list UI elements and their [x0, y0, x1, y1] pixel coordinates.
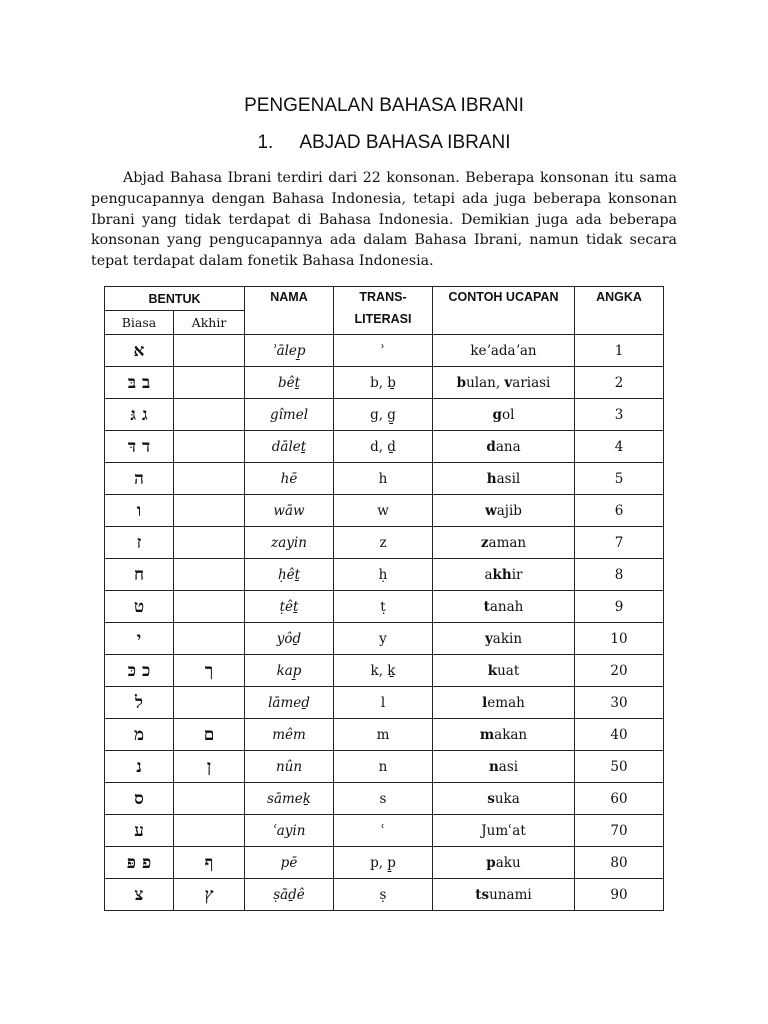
section-number: 1.	[257, 132, 274, 153]
example-pronunciation: nasi	[433, 751, 575, 783]
example-pronunciation: tsunami	[433, 879, 575, 911]
highlighted-sound: h	[486, 470, 497, 487]
highlighted-sound: z	[480, 534, 489, 551]
example-pronunciation: wajib	[433, 495, 575, 527]
letter-name: ṣāḏê	[245, 879, 334, 911]
highlighted-sound: k	[487, 662, 498, 679]
letter-regular: נ	[105, 751, 174, 783]
table-row	[105, 367, 664, 399]
numeric-value: 60	[575, 783, 664, 815]
highlighted-sound: d	[486, 438, 496, 455]
transliteration: d, ḏ	[334, 431, 433, 463]
letter-regular: ה	[105, 463, 174, 495]
letter-final	[174, 783, 245, 815]
example-pronunciation: Jumʿat	[433, 815, 575, 847]
table-row	[105, 527, 664, 559]
transliteration: s	[334, 783, 433, 815]
letter-final: ן	[174, 751, 245, 783]
letter-name: ṭêṯ	[245, 591, 334, 623]
example-pronunciation: suka	[433, 783, 575, 815]
letter-name: yôḏ	[245, 623, 334, 655]
letter-name: dāleṯ	[245, 431, 334, 463]
intro-text: Abjad Bahasa Ibrani terdiri dari 22 konsonan. Beberapa konsonan itu sama pengucapannya dengan Bahasa Indonesia, tetapi ada juga beberapa konsonan Ibrani yang tidak terdapat di Bahasa Indonesia. Demikian juga ada beberapa konsonan yang pengucapannya ada dalam Bahasa Ibrani, namun tidak secara tepat terdapat dalam fonetik Bahasa Indonesia.	[91, 170, 677, 270]
letter-regular: פ פּ	[105, 847, 174, 879]
letter-regular: ו	[105, 495, 174, 527]
highlighted-sound: b	[456, 374, 467, 391]
numeric-value: 50	[575, 751, 664, 783]
numeric-value: 80	[575, 847, 664, 879]
numeric-value: 8	[575, 559, 664, 591]
table-row	[105, 399, 664, 431]
transliteration: ṭ	[334, 591, 433, 623]
intro-paragraph	[91, 168, 677, 272]
letter-final	[174, 495, 245, 527]
highlighted-sound: p	[486, 854, 496, 871]
section-title: ABJAD BAHASA IBRANI	[299, 132, 511, 153]
letter-final: ץ	[174, 879, 245, 911]
letter-name: gîmel	[245, 399, 334, 431]
highlighted-sound: g	[492, 406, 502, 423]
transliteration: ʾ	[334, 335, 433, 367]
numeric-value: 10	[575, 623, 664, 655]
example-pronunciation: zaman	[433, 527, 575, 559]
table-row	[105, 815, 664, 847]
letter-name: bêṯ	[245, 367, 334, 399]
letter-final: ך	[174, 655, 245, 687]
header-akhir: Akhir	[174, 311, 245, 335]
header-angka: ANGKA	[575, 287, 664, 335]
letter-final	[174, 367, 245, 399]
header-biasa: Biasa	[105, 311, 174, 335]
header-transliterasi	[334, 287, 433, 335]
transliteration: g, g̱	[334, 399, 433, 431]
letter-name: zayin	[245, 527, 334, 559]
example-pronunciation: akhir	[433, 559, 575, 591]
letter-final	[174, 623, 245, 655]
example-pronunciation: tanah	[433, 591, 575, 623]
letter-name: pē	[245, 847, 334, 879]
transliteration: p, p̱	[334, 847, 433, 879]
letter-name: ḥêṯ	[245, 559, 334, 591]
letter-regular: ח	[105, 559, 174, 591]
letter-regular: א	[105, 335, 174, 367]
highlighted-sound: ts	[475, 886, 490, 903]
table-row	[105, 463, 664, 495]
highlighted-sound: kh	[492, 566, 512, 583]
example-pronunciation: bulan, variasi	[433, 367, 575, 399]
letter-final	[174, 431, 245, 463]
letter-name: kap̱	[245, 655, 334, 687]
letter-regular: ס	[105, 783, 174, 815]
transliteration: k, ḵ	[334, 655, 433, 687]
table-row	[105, 719, 664, 751]
example-pronunciation: lemah	[433, 687, 575, 719]
numeric-value: 1	[575, 335, 664, 367]
transliteration: b, ḇ	[334, 367, 433, 399]
highlighted-sound: n	[488, 758, 499, 775]
transliteration: z	[334, 527, 433, 559]
letter-final	[174, 559, 245, 591]
transliteration: y	[334, 623, 433, 655]
letter-name: lāmeḏ	[245, 687, 334, 719]
numeric-value: 70	[575, 815, 664, 847]
transliteration: ḥ	[334, 559, 433, 591]
letter-name: sāmeḵ	[245, 783, 334, 815]
letter-regular: ט	[105, 591, 174, 623]
letter-final	[174, 463, 245, 495]
numeric-value: 20	[575, 655, 664, 687]
table-row	[105, 559, 664, 591]
letter-final	[174, 687, 245, 719]
header-trans-line1: TRANS-	[359, 290, 407, 304]
numeric-value: 5	[575, 463, 664, 495]
numeric-value: 6	[575, 495, 664, 527]
letter-name: wāw	[245, 495, 334, 527]
letter-regular: ג גּ	[105, 399, 174, 431]
numeric-value: 9	[575, 591, 664, 623]
letter-name: nûn	[245, 751, 334, 783]
section-heading	[0, 132, 768, 154]
letter-name: ʿayin	[245, 815, 334, 847]
transliteration: l	[334, 687, 433, 719]
table-row	[105, 591, 664, 623]
table-row	[105, 751, 664, 783]
example-pronunciation: paku	[433, 847, 575, 879]
numeric-value: 30	[575, 687, 664, 719]
table-row	[105, 495, 664, 527]
alphabet-table	[104, 286, 664, 911]
numeric-value: 7	[575, 527, 664, 559]
letter-final	[174, 399, 245, 431]
header-trans-line2: LITERASI	[354, 312, 412, 326]
example-pronunciation: makan	[433, 719, 575, 751]
letter-name: hē	[245, 463, 334, 495]
highlighted-sound: w	[485, 502, 497, 519]
numeric-value: 4	[575, 431, 664, 463]
letter-final: ף	[174, 847, 245, 879]
highlighted-sound: v	[504, 374, 513, 391]
example-pronunciation: gol	[433, 399, 575, 431]
table-row	[105, 431, 664, 463]
letter-final	[174, 591, 245, 623]
numeric-value: 40	[575, 719, 664, 751]
table-row	[105, 847, 664, 879]
letter-regular: ל	[105, 687, 174, 719]
numeric-value: 90	[575, 879, 664, 911]
numeric-value: 3	[575, 399, 664, 431]
numeric-value: 2	[575, 367, 664, 399]
letter-regular: צ	[105, 879, 174, 911]
example-pronunciation: hasil	[433, 463, 575, 495]
letter-final	[174, 815, 245, 847]
letter-final: ם	[174, 719, 245, 751]
letter-regular: מ	[105, 719, 174, 751]
table-row	[105, 879, 664, 911]
letter-regular: כ כּ	[105, 655, 174, 687]
table-row	[105, 335, 664, 367]
highlighted-sound: l	[482, 694, 488, 711]
letter-name: mêm	[245, 719, 334, 751]
example-pronunciation: yakin	[433, 623, 575, 655]
transliteration: ṣ	[334, 879, 433, 911]
letter-regular: ב בּ	[105, 367, 174, 399]
table-row	[105, 623, 664, 655]
transliteration: n	[334, 751, 433, 783]
transliteration: m	[334, 719, 433, 751]
transliteration: w	[334, 495, 433, 527]
page-title: PENGENALAN BAHASA IBRANI	[244, 95, 524, 116]
transliteration: h	[334, 463, 433, 495]
letter-name: ʾālep̱	[245, 335, 334, 367]
letter-regular: י	[105, 623, 174, 655]
letter-final	[174, 527, 245, 559]
table-row	[105, 783, 664, 815]
table-row	[105, 687, 664, 719]
header-contoh-ucapan: CONTOH UCAPAN	[433, 287, 575, 335]
letter-regular: ז	[105, 527, 174, 559]
letter-regular: ע	[105, 815, 174, 847]
highlighted-sound: t	[483, 598, 490, 615]
letter-final	[174, 335, 245, 367]
example-pronunciation: keʼadaʼan	[433, 335, 575, 367]
header-bentuk: BENTUK	[105, 287, 245, 311]
table-row	[105, 655, 664, 687]
example-pronunciation: kuat	[433, 655, 575, 687]
letter-regular: ד דּ	[105, 431, 174, 463]
example-pronunciation: dana	[433, 431, 575, 463]
header-nama: NAMA	[245, 287, 334, 335]
highlighted-sound: m	[479, 726, 495, 743]
highlighted-sound: s	[487, 790, 495, 807]
highlighted-sound: y	[484, 630, 493, 647]
transliteration: ʿ	[334, 815, 433, 847]
